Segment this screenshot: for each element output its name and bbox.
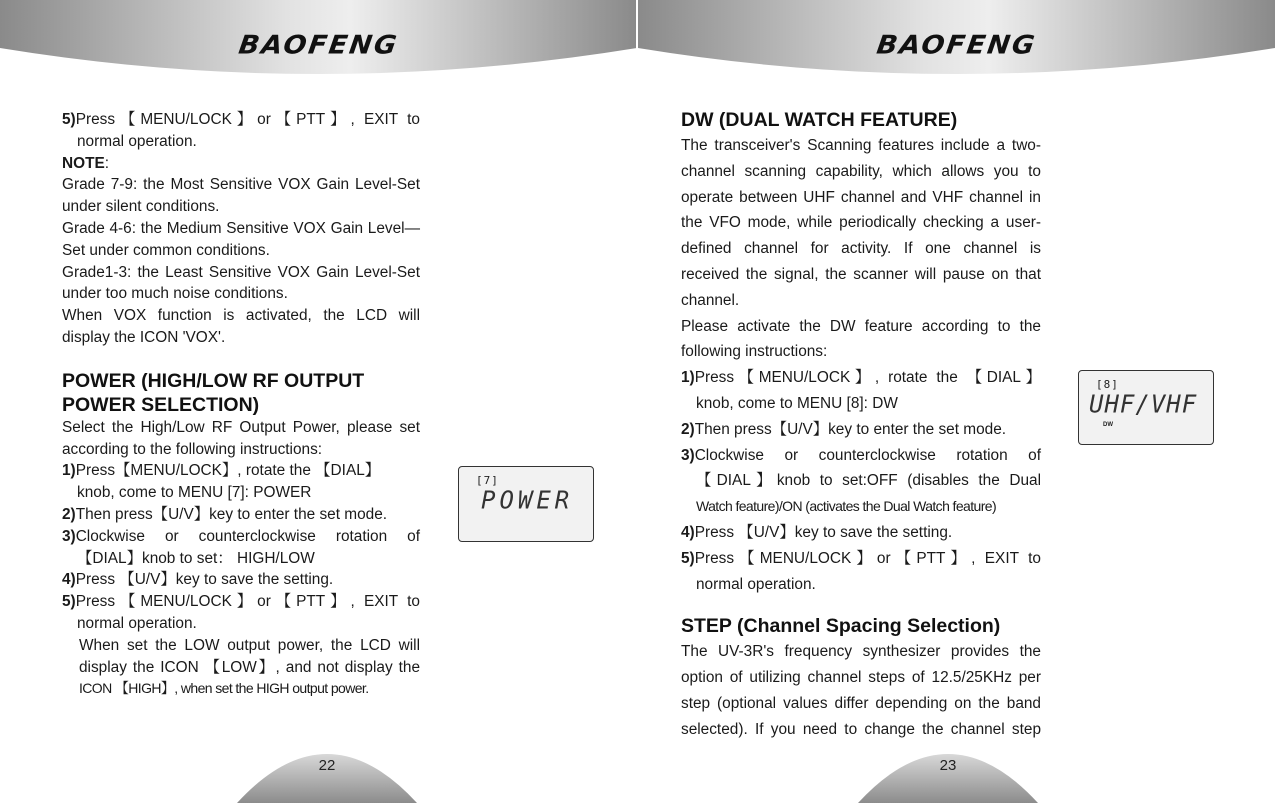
lcd-display-power <box>458 466 594 542</box>
lcd-sub-label: DW <box>1103 422 1113 428</box>
brand-logo: BAOFENG <box>236 30 401 61</box>
lcd-menu-number: [8] <box>1096 378 1119 391</box>
body-text: 【DIAL】knob to set： HIGH/LOW <box>77 549 315 567</box>
body-text: Grade 4-6: the Medium Sensitive VOX Gain Level—Set under common conditions. <box>62 219 420 259</box>
instruction-step: 1)Press【MENU/LOCK】, rotate the 【DIAL】 <box>62 462 381 480</box>
section-heading: DW (DUAL WATCH FEATURE) <box>681 109 958 131</box>
instruction-step: 4)Press 【U/V】key to save the setting. <box>62 571 334 589</box>
instruction-step: 3)Clockwise or counterclockwise rotation of <box>681 446 1041 464</box>
header-band <box>0 0 637 90</box>
body-text: knob, come to MENU [8]: DW <box>696 394 898 412</box>
lcd-menu-number: [7] <box>476 474 499 487</box>
page-tab <box>858 745 1038 803</box>
header-band <box>638 0 1275 90</box>
instruction-step: 2)Then press【U/V】key to enter the set mode. <box>62 505 388 523</box>
right-page <box>638 0 1275 803</box>
lcd-main-text: UHF/VHF <box>1089 389 1198 419</box>
left-page <box>0 0 637 803</box>
lcd-main-text: POWER <box>481 485 574 515</box>
body-text: knob, come to MENU [7]: POWER <box>77 484 312 502</box>
instruction-step: 3)Clockwise or counterclockwise rotation of <box>62 527 420 545</box>
body-text: normal operation. <box>77 132 197 150</box>
body-text: Grade 7-9: the Most Sensitive VOX Gain Level-Set under silent conditions. <box>62 176 420 216</box>
page-tab <box>237 745 417 803</box>
brand-logo: BAOFENG <box>874 30 1039 61</box>
page-number: 23 <box>939 757 957 774</box>
body-text: Select the High/Low RF Output Power, please set according to the following instructions: <box>62 418 420 458</box>
body-text: When VOX function is activated, the LCD will display the ICON 'VOX'. <box>62 307 420 346</box>
left-text-column <box>62 109 420 700</box>
section-heading: POWER (HIGH/LOW RF OUTPUT POWER SELECTION) <box>62 369 365 416</box>
instruction-step: 4)Press 【U/V】key to save the setting. <box>681 523 953 541</box>
body-text: Grade1-3: the Least Sensitive VOX Gain Level-Set under too much noise conditions. <box>62 263 420 303</box>
body-text: Please activate the DW feature according to the following instructions: <box>681 317 1041 361</box>
body-text: 【DIAL】knob to set:OFF (disables the Dual <box>696 472 1041 490</box>
body-text: The UV-3R's frequency synthesizer provides the option of utilizing channel steps of 12.5/25KHz per step (optional values differ depending on the band selected). If you need to change the channel step <box>681 643 1041 738</box>
section-heading: STEP (Channel Spacing Selection) <box>681 615 1001 638</box>
section-gap <box>62 349 420 369</box>
body-text: When set the LOW output power, the LCD will <box>79 636 420 654</box>
instruction-step: NOTE: <box>62 154 110 172</box>
body-text: normal operation. <box>696 575 816 593</box>
page-number: 22 <box>318 757 336 774</box>
instruction-step: 5)Press【MENU/LOCK】or【PTT】, EXIT to <box>62 593 420 611</box>
body-text: The transceiver's Scanning features include a two-channel scanning capability, which allows you to operate between UHF channel and VHF channel in the VFO mode, while periodically checking a user-defined channel for activity. If one channel is received the signal, the scanner will pause on that channel. <box>681 137 1041 309</box>
instruction-step: 2)Then press【U/V】key to enter the set mode. <box>681 420 1007 438</box>
instruction-step: 5)Press【MENU/LOCK】or【PTT】, EXIT to <box>62 111 420 128</box>
body-text: Watch feature)/ON (activates the Dual Watch feature) <box>696 498 997 515</box>
instruction-step: 1)Press【MENU/LOCK】, rotate the 【DIAL】 <box>681 369 1041 387</box>
lcd-display-dw <box>1078 370 1214 445</box>
section-gap <box>681 597 1041 613</box>
body-text: ICON 【HIGH】, when set the HIGH output power. <box>79 680 369 697</box>
right-text-column <box>681 107 1041 743</box>
instruction-step: 5)Press【MENU/LOCK】or【PTT】, EXIT to <box>681 549 1041 567</box>
body-text: display the ICON 【LOW】, and not display the <box>79 658 420 676</box>
body-text: normal operation. <box>77 614 197 632</box>
